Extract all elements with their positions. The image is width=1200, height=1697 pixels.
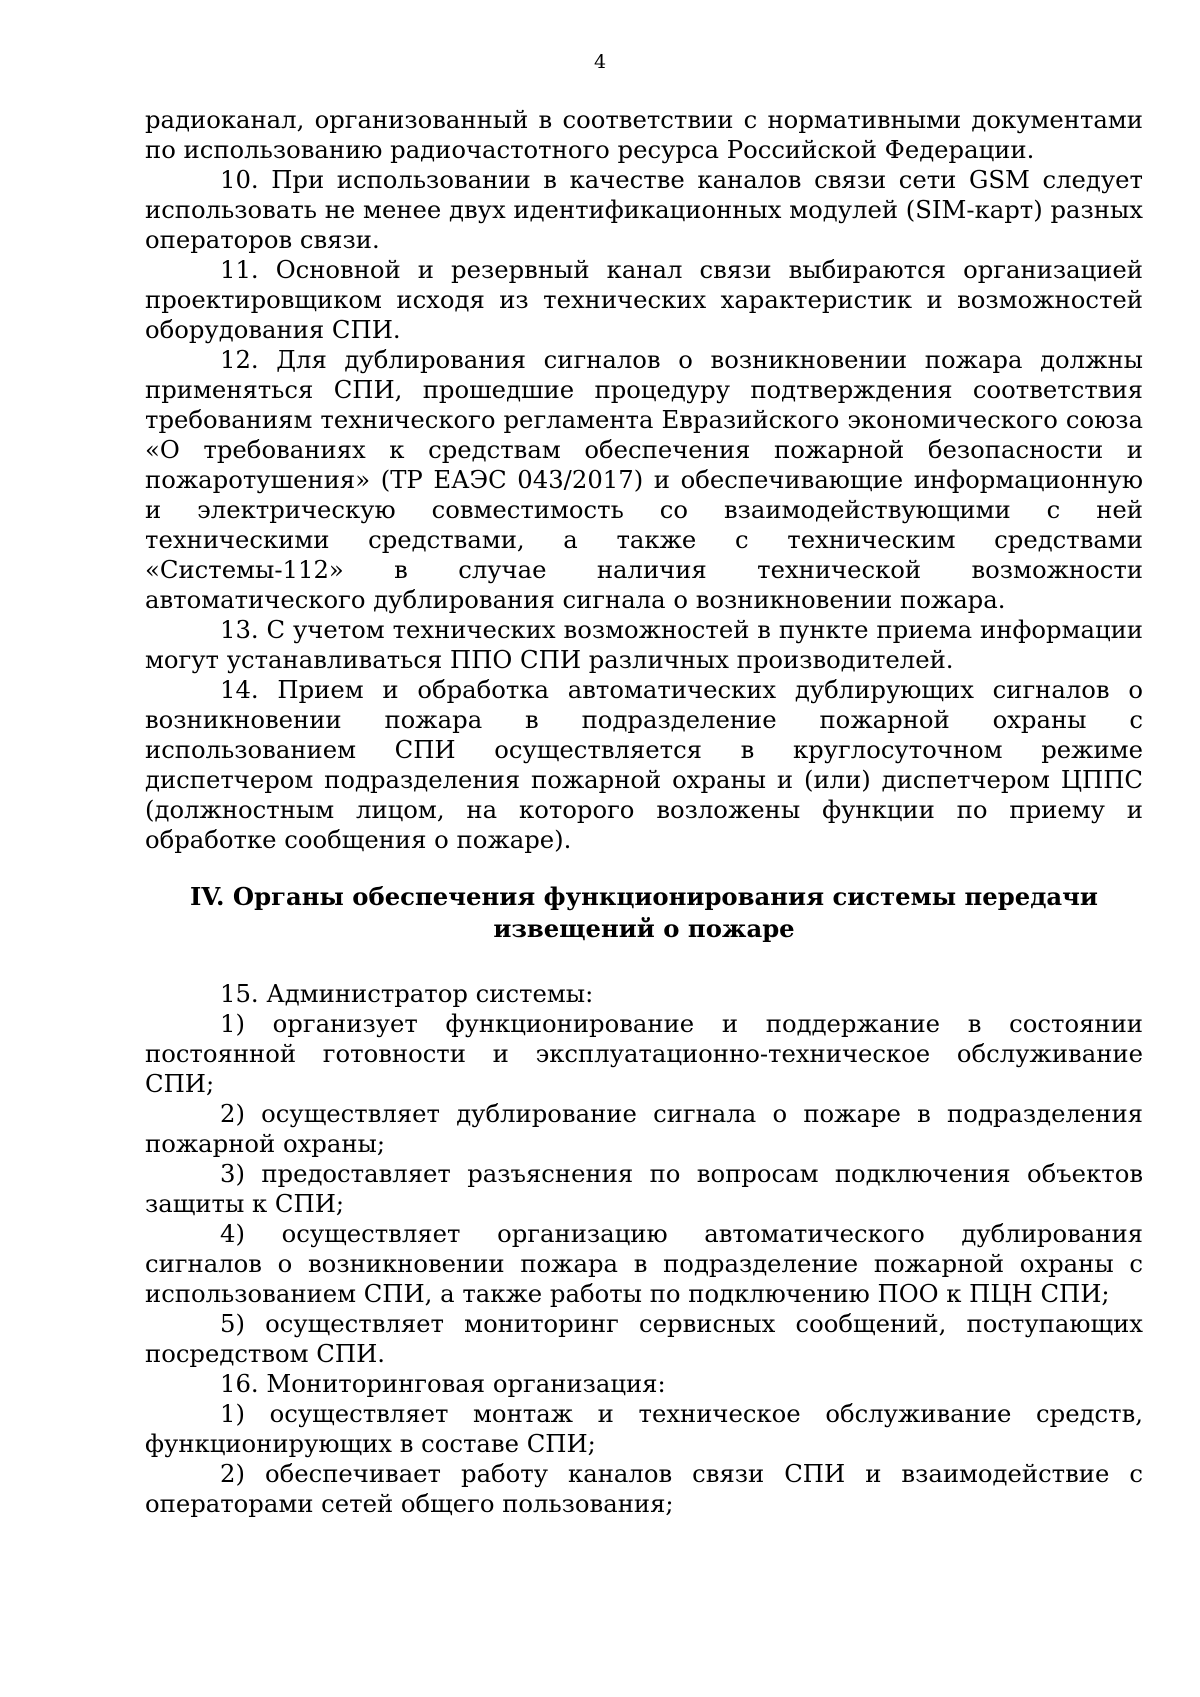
paragraph-item-13: 13. С учетом технических возможностей в пункте приема информации могут устанавливаться ППО СПИ различных производителей. <box>145 615 1143 674</box>
paragraph-item-14: 14. Прием и обработка автоматических дублирующих сигналов о возникновении пожара в подразделение пожарной охраны с использованием СПИ осуществляется в круглосуточном режиме диспетчером подразделения пожарной охраны и (или) диспетчером ЦППС (должностным лицом, на которого возложены функции по приему и обработке сообщения о пожаре). <box>145 675 1143 854</box>
paragraph-subitem-15-5: 5) осуществляет мониторинг сервисных сообщений, поступающих посредством СПИ. <box>145 1309 1143 1368</box>
paragraph-item-10: 10. При использовании в качестве каналов связи сети GSM следует использовать не менее двух идентификационных модулей (SIM-карт) разных операторов связи. <box>145 165 1143 254</box>
paragraph-subitem-15-3: 3) предоставляет разъяснения по вопросам подключения объектов защиты к СПИ; <box>145 1159 1143 1218</box>
section-heading: IV. Органы обеспечения функционирования системы передачи извещений о пожаре <box>190 882 1098 943</box>
paragraph-subitem-16-2: 2) обеспечивает работу каналов связи СПИ и взаимодействие с операторами сетей общего пользования; <box>145 1459 1143 1518</box>
paragraph-subitem-16-1: 1) осуществляет монтаж и техническое обслуживание средств, функционирующих в составе СПИ; <box>145 1399 1143 1458</box>
page-number: 4 <box>593 51 607 73</box>
document-body <box>145 105 1143 1519</box>
paragraph-subitem-15-4: 4) осуществляет организацию автоматического дублирования сигналов о возникновении пожара в подразделение пожарной охраны с использованием СПИ, а также работы по подключению ПОО к ПЦН СПИ; <box>145 1219 1143 1308</box>
paragraph-item-11: 11. Основной и резервный канал связи выбираются организацией проектировщиком исходя из технических характеристик и возможностей оборудования СПИ. <box>145 255 1143 344</box>
paragraph-subitem-15-1: 1) организует функционирование и поддержание в состоянии постоянной готовности и эксплуатационно-техническое обслуживание СПИ; <box>145 1009 1143 1098</box>
paragraph-item-16: 16. Мониторинговая организация: <box>220 1369 666 1398</box>
paragraph-subitem-15-2: 2) осуществляет дублирование сигнала о пожаре в подразделения пожарной охраны; <box>145 1099 1143 1158</box>
paragraph-continuation: радиоканал, организованный в соответствии с нормативными документами по использованию радиочастотного ресурса Российской Федерации. <box>145 105 1143 164</box>
paragraph-item-15: 15. Администратор системы: <box>220 979 594 1008</box>
paragraph-item-12: 12. Для дублирования сигналов о возникновении пожара должны применяться СПИ, прошедшие процедуру подтверждения соответствия требованиям технического регламента Евразийского экономического союза «О требованиях к средствам обеспечения пожарной безопасности и пожаротушения» (ТР ЕАЭС 043/2017) и обеспечивающие информационную и электрическую совместимость со взаимодействующими с ней техническими средствами, а также с техническим средствами «Системы-112» в случае наличия технической возможности автоматического дублирования сигнала о возникновении пожара. <box>145 345 1143 614</box>
